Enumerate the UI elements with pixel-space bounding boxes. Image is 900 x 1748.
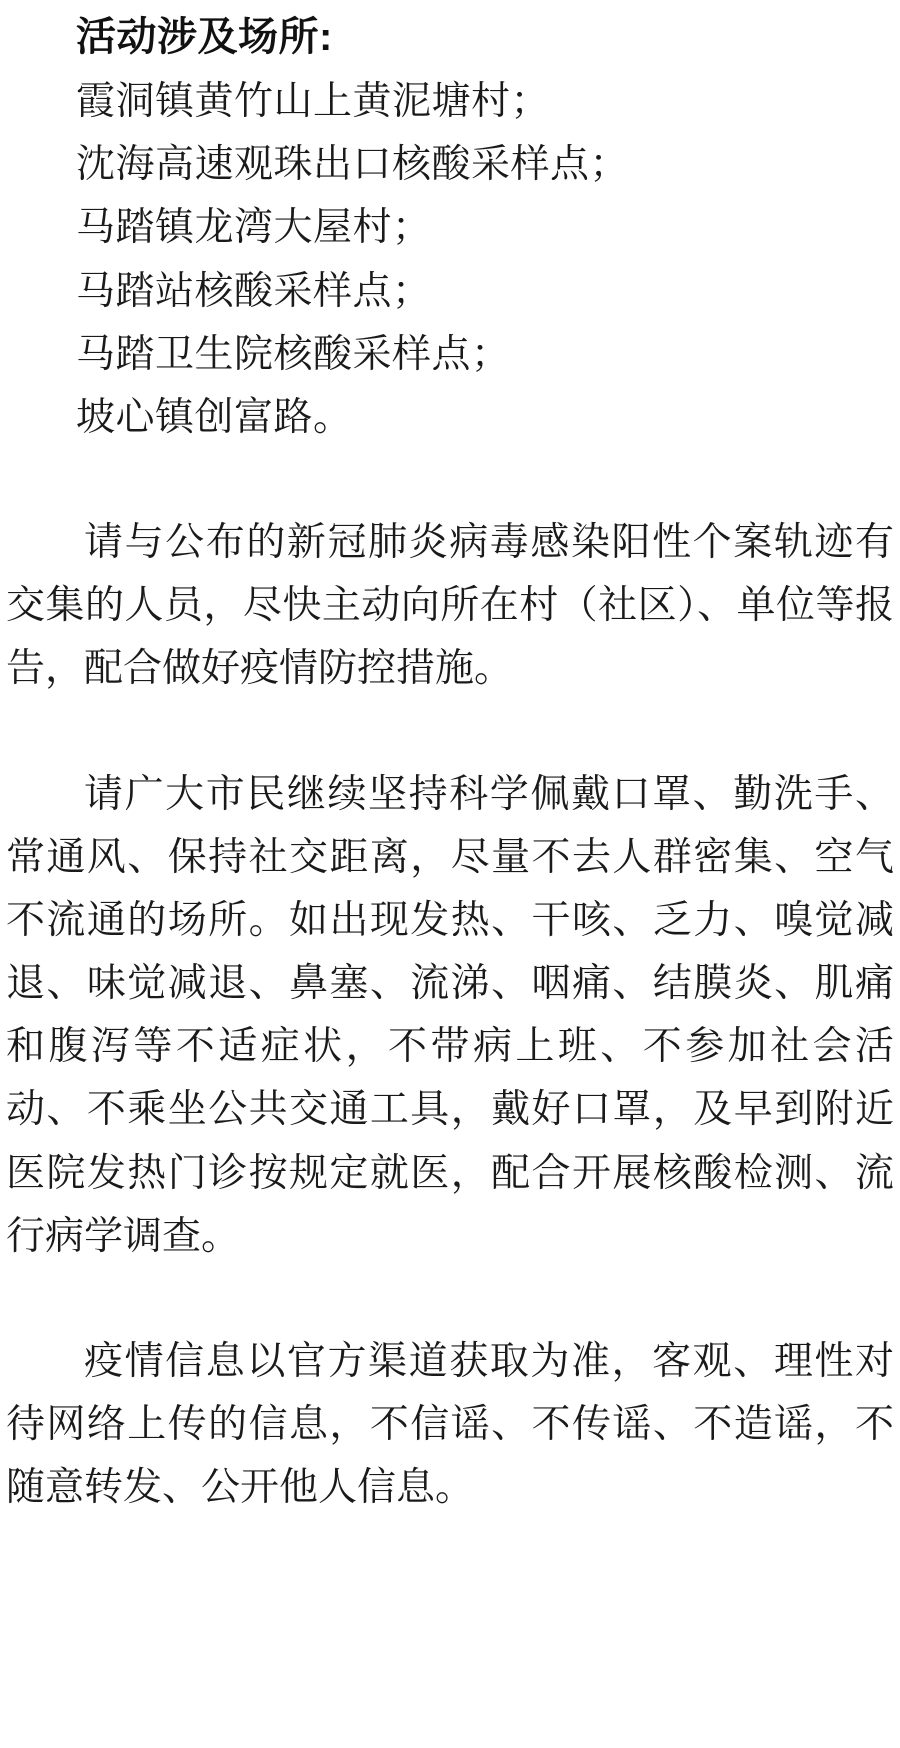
document-body: [4, 0, 896, 1519]
place-list-item: 马踏镇龙湾大屋村；: [76, 206, 432, 250]
place-list-item: 霞洞镇黄竹山上黄泥塘村；: [76, 80, 551, 123]
section-heading-activity-places: 活动涉及场所:: [76, 15, 333, 59]
place-list-item: 坡心镇创富路。: [76, 395, 353, 439]
place-list-item: 马踏站核酸采样点；: [76, 269, 432, 313]
paragraph-spacer: [4, 449, 896, 511]
paragraph-spacer: [4, 1268, 896, 1330]
paragraph-spacer: [4, 701, 896, 763]
place-list-item: 沈海高速观珠出口核酸采样点；: [76, 143, 630, 187]
paragraph-prevention-advice: 请广大市民继续坚持科学佩戴口罩、勤洗手、常通风、保持社交距离，尽量不去人群密集、空气不流通的场所。如出现发热、干咳、乏力、嗅觉减退、味觉减退、鼻塞、流涕、咽痛、结膜炎、肌痛和腹泻等不适症状，不带病上班、不参加社会活动、不乘坐公共交通工具，戴好口罩，及早到附近医院发热门诊按规定就医，配合开展核酸检测、流行病学调查。: [6, 772, 894, 1258]
place-list-item: 马踏卫生院核酸采样点；: [76, 332, 511, 376]
paragraph-report-contact: 请与公布的新冠肺炎病毒感染阳性个案轨迹有交集的人员，尽快主动向所在村（社区）、单位等报告，配合做好疫情防控措施。: [6, 521, 894, 691]
paragraph-official-information: 疫情信息以官方渠道获取为准，客观、理性对待网络上传的信息，不信谣、不传谣、不造谣，不随意转发、公开他人信息。: [6, 1339, 894, 1510]
